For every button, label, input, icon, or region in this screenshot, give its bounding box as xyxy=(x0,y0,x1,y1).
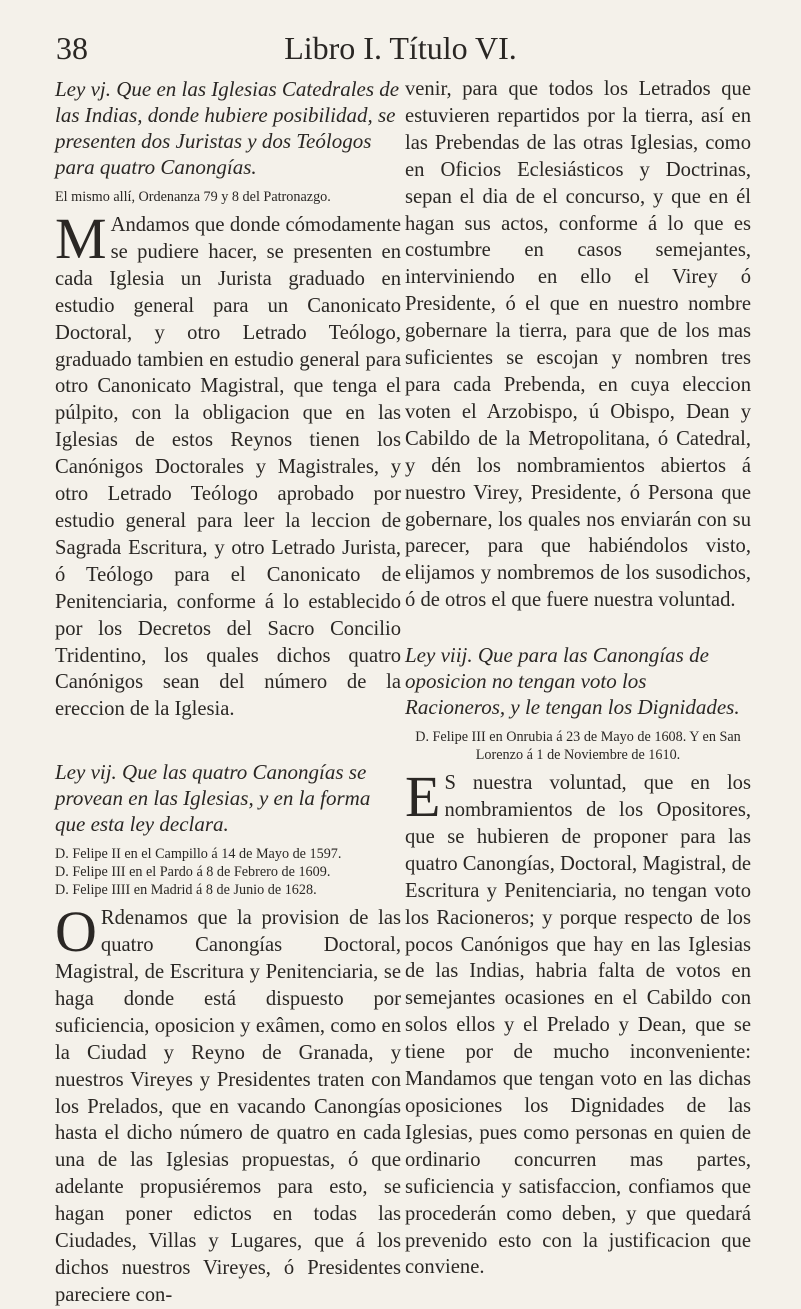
law-8-initial: E xyxy=(405,764,441,830)
law-7-text-right: venir, para que todos los Letrados que estuvieren repartidos por la tierra, así en las Prebendas de las otras Iglesias, como en Oficios Eclesiásticos y Doctrinas, sepan el dia de el concurso, y que en él hagan sus actos, conforme á lo que es costumbre en casos semejantes, interviniendo en ello el Virey ó Presidente, ó el que en nuestro nombre gobernare la tierra, para que de los mas suficientes se escojan y nombren tres para cada Prebenda, en cuya eleccion voten el Arzobispo, ú Obispo, Dean y Cabildo de la Metropolitana, ó Catedral, y dén los nombramientos abiertos á nuestro Virey, Presidente, ó Persona que gobernare, los quales nos enviarán con su parecer, para que habiéndolos visto, elijamos y nombremos de los susodichos, ó de otros el que fuere nuestra voluntad. xyxy=(405,78,751,612)
law-8-body: S nuestra voluntad, que en los nombramientos de los Opositores, que se hubieren de proponer para las quatro Canongías, Doctoral, Magistral, de Escritura y Penitenciaria, no tengan voto los Racioneros; y porque respecto de los pocos Canónigos que hay en las Iglesias de las Indias, habria falta de votos en semejantes ocasiones en el Cabildo con solos ellos y el Prelado y Dean, que se tiene por de mucho inconveniente: Mandamos que tengan voto en las dichas oposiciones los Dignidades de las Iglesias, pues como personas en quien de ordinario concurren mas partes, suficiencia y satisfaccion, confiamos que procederán como deben, y que quedará prevenido esto con la justificacion que conviene. xyxy=(405,772,752,1279)
left-column xyxy=(55,76,401,1309)
law-7-initial: O xyxy=(55,899,97,965)
page-number: 38 xyxy=(56,30,88,66)
law-7-text-left xyxy=(55,899,401,1309)
law-7-source-2: D. Felipe III en el Pardo á 8 de Febrero de 1609. xyxy=(55,864,331,881)
right-column xyxy=(405,76,751,1281)
law-8-source-line: D. Felipe III en Onrubia á 23 de Mayo de 1608. Y en San Lorenzo á 1 de Noviembre de 1610. xyxy=(415,729,741,764)
law-7-title: Ley vij. Que las quatro Canongías se provean en las Iglesias, y en la forma que esta ley declara. xyxy=(55,760,371,837)
law-6-text xyxy=(55,206,401,723)
law-8-source xyxy=(405,728,751,764)
page-header xyxy=(56,28,745,68)
law-7-body-left: Rdenamos que la provision de las quatro Canongías Doctoral, Magistral, de Escritura y Penitenciaria, se haga donde está dispuesto por suficiencia, oposicion y exâmen, como en la Ciudad y Reyno de Granada, y nuestros Vireyes y Presidentes traten con los Prelados, que en vacando Canongías hasta el dicho número de quatro en cada una de las Iglesias propuestas, ó que adelante propusiéremos para esto, se hagan poner edictos en todas las Ciudades, Villas y Lugares, que á los dichos nuestros Vireyes, ó Presidentes pareciere con- xyxy=(55,907,401,1306)
law-7-source-1: D. Felipe II en el Campillo á 14 de Mayo de 1597. xyxy=(55,846,342,863)
running-title: Libro I. Título VI. xyxy=(284,30,517,66)
law-6-initial: M xyxy=(55,206,107,271)
law-6-source-line: El mismo allí, Ordenanza 79 y 8 del Patronazgo. xyxy=(55,189,331,205)
law-6-title: Ley vj. Que en las Iglesias Catedrales de las Indias, donde hubiere posibilidad, se presenten dos Juristas y dos Teólogos para quatro Canongías. xyxy=(55,77,400,179)
law-8-text xyxy=(405,764,752,1281)
law-8-title: Ley viij. Que para las Canongías de oposicion no tengan voto los Racioneros, y le tengan los Dignidades. xyxy=(405,643,740,720)
law-6-source xyxy=(55,188,401,206)
law-6-body: Andamos que donde cómodamente se pudiere hacer, se presenten en cada Iglesia un Jurista graduado en estudio general para un Canonicato Doctoral, y otro Letrado Teólogo, graduado tambien en estudio general para otro Canonicato Magistral, que tenga el púlpito, con la obligacion que en las Iglesias de estos Reynos tienen los Canónigos Doctorales y Magistrales, y otro Letrado Teólogo aprobado por estudio general para leer la leccion de Sagrada Escritura, y otro Letrado Jurista, ó Teólogo para el Canonicato de Penitenciaria, conforme á lo establecido por los Decretos del Sacro Concilio Tridentino, los quales dichos quatro Canónigos sean del número de la ereccion de la Iglesia. xyxy=(55,214,401,721)
law-7-sources xyxy=(55,845,401,899)
law-7-source-3: D. Felipe IIII en Madrid á 8 de Junio de 1628. xyxy=(55,882,317,899)
